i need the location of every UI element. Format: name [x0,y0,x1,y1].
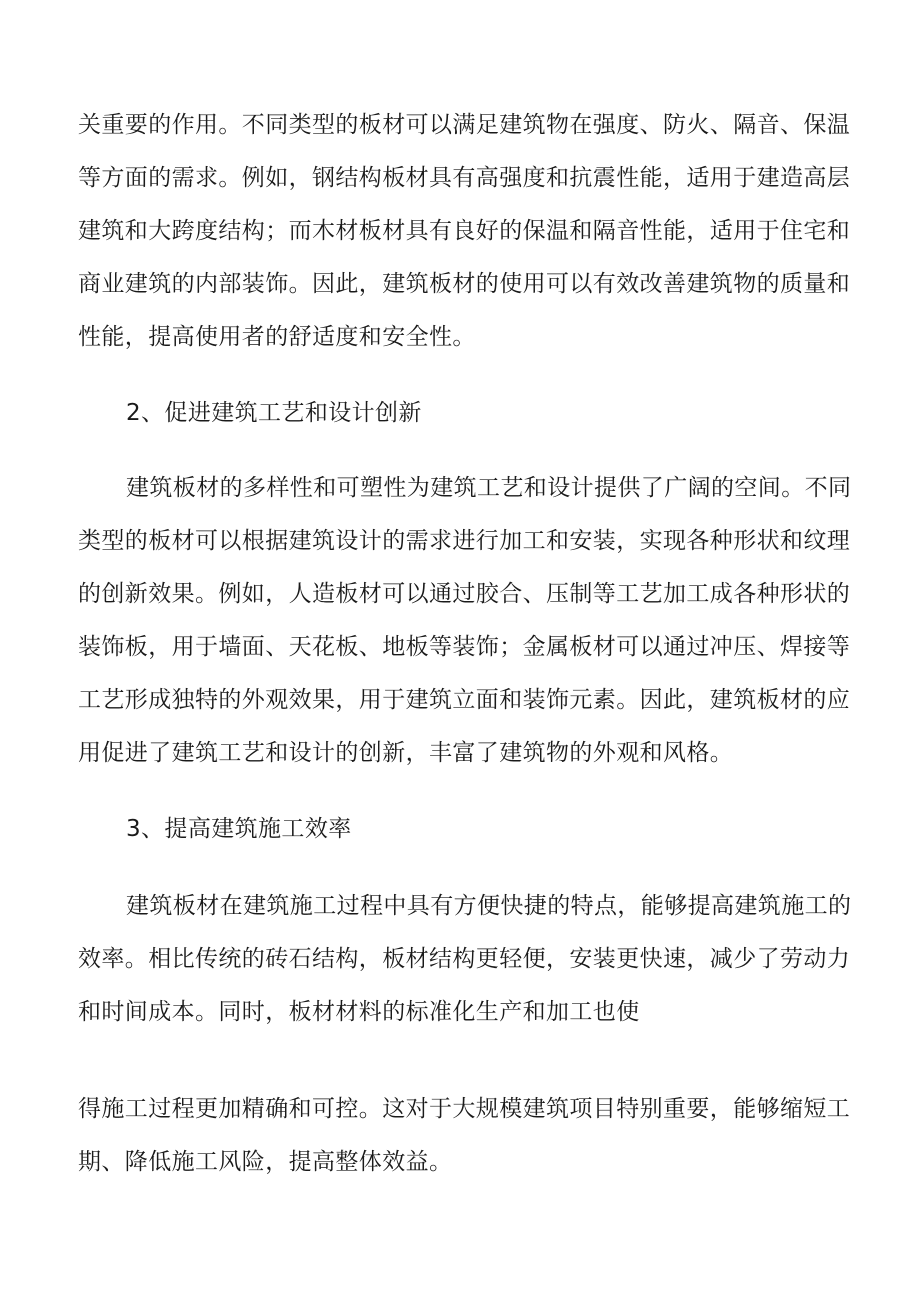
paragraph-line: 性能，提高使用者的舒适度和安全性。 [78,324,476,350]
paragraph-line: 商业建筑的内部装饰。因此，建筑板材的使用可以有效改善建筑物的质量和 [78,271,851,297]
paragraph-line: 建筑板材的多样性和可塑性为建筑工艺和设计提供了广阔的空间。不同 [126,475,852,501]
paragraph-line: 建筑板材在建筑施工过程中具有方便快捷的特点，能够提高建筑施工的 [126,893,852,919]
paragraph-line: 建筑和大跨度结构；而木材板材具有良好的保温和隔音性能，适用于住宅和 [78,218,851,244]
paragraph-line: 装饰板，用于墙面、天花板、地板等装饰；金属板材可以通过冲压、焊接等 [78,634,851,660]
paragraph-line: 等方面的需求。例如，钢结构板材具有高强度和抗震性能，适用于建造高层 [78,165,851,191]
section-heading-3: 3、提高建筑施工效率 [126,816,352,842]
paragraph-line: 类型的板材可以根据建筑设计的需求进行加工和安装，实现各种形状和纹理 [78,528,851,554]
paragraph-line: 和时间成本。同时，板材材料的标准化生产和加工也使 [78,999,640,1025]
paragraph-line: 期、降低施工风险，提高整体效益。 [78,1149,453,1175]
paragraph-line: 关重要的作用。不同类型的板材可以满足建筑物在强度、防火、隔音、保温 [78,112,851,138]
section-heading-2: 2、促进建筑工艺和设计创新 [126,400,422,426]
paragraph-line: 用促进了建筑工艺和设计的创新，丰富了建筑物的外观和风格。 [78,740,734,766]
paragraph-line: 的创新效果。例如，人造板材可以通过胶合、压制等工艺加工成各种形状的 [78,581,851,607]
paragraph-line: 得施工过程更加精确和可控。这对于大规模建筑项目特别重要，能够缩短工 [78,1096,851,1122]
paragraph-line: 工艺形成独特的外观效果，用于建筑立面和装饰元素。因此，建筑板材的应 [78,687,851,713]
paragraph-line: 效率。相比传统的砖石结构，板材结构更轻便，安装更快速，减少了劳动力 [78,946,851,972]
